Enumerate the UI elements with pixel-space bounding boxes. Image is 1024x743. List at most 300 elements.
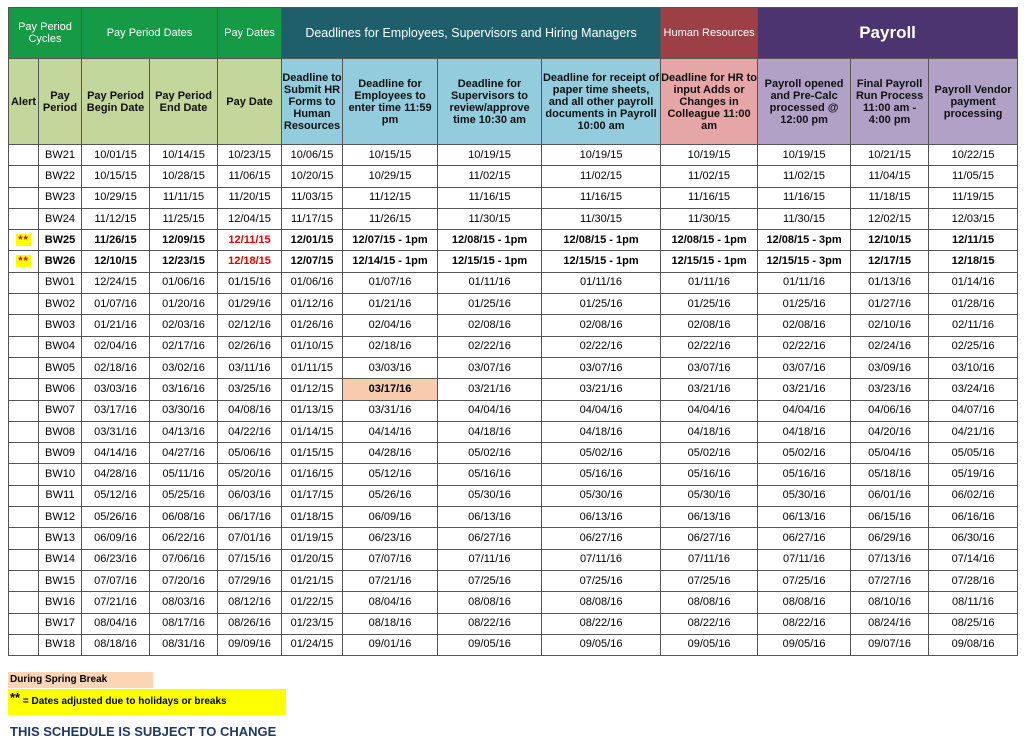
table-cell: 01/18/15 [282,507,343,528]
table-cell: 05/30/16 [758,485,851,506]
table-cell: 06/27/16 [661,528,758,549]
col-begin-date: Pay Period Begin Date [82,59,150,145]
table-cell: 11/18/15 [851,187,929,208]
table-cell: BW25 [39,230,82,251]
table-cell: 08/18/16 [82,634,150,655]
table-cell: 10/20/15 [282,166,343,187]
table-cell: 01/21/16 [343,294,438,315]
table-cell: 11/02/15 [758,166,851,187]
table-cell: 07/07/16 [82,570,150,591]
table-cell: 02/22/16 [542,336,661,357]
table-cell: 03/11/16 [218,357,282,378]
alert-cell [9,485,39,506]
table-cell: 10/14/15 [150,145,218,166]
table-row [9,549,1018,570]
table-cell: 11/16/15 [661,187,758,208]
table-cell: 01/11/16 [438,272,542,293]
table-cell: 08/03/16 [150,592,218,613]
alert-cell [9,592,39,613]
table-cell: 07/25/16 [758,570,851,591]
alert-cell [9,187,39,208]
table-cell: 09/09/16 [218,634,282,655]
table-row [9,145,1018,166]
table-cell: 05/26/16 [82,507,150,528]
table-cell: 01/10/15 [282,336,343,357]
table-cell: 05/02/16 [542,443,661,464]
table-cell: BW02 [39,294,82,315]
table-cell: 07/20/16 [150,570,218,591]
table-cell: 06/13/16 [438,507,542,528]
table-cell: 08/04/16 [343,592,438,613]
table-cell: BW23 [39,187,82,208]
table-cell: 12/10/15 [851,230,929,251]
table-cell: 03/31/16 [82,421,150,442]
table-cell: 12/02/15 [851,208,929,229]
table-cell: 05/12/16 [82,485,150,506]
table-cell: 02/22/16 [438,336,542,357]
table-cell: 01/06/16 [282,272,343,293]
table-cell: 11/30/15 [661,208,758,229]
table-cell: 03/25/16 [218,379,282,400]
table-cell: 07/15/16 [218,549,282,570]
table-cell: 08/26/16 [218,613,282,634]
table-cell: 12/07/15 [282,251,343,272]
table-cell: 05/02/16 [661,443,758,464]
table-cell: 04/18/16 [542,421,661,442]
table-cell: 03/24/16 [929,379,1018,400]
alert-cell [9,145,39,166]
col-paper-timesheets: Deadline for receipt of paper time sheets, and all other payroll documents in Payroll 10:00 am [542,59,661,145]
table-cell: 01/21/16 [82,315,150,336]
table-cell: 12/04/15 [218,208,282,229]
table-row [9,613,1018,634]
table-cell: 02/08/16 [438,315,542,336]
table-cell: 01/16/15 [282,464,343,485]
table-cell: 01/15/16 [218,272,282,293]
table-cell: 05/02/16 [758,443,851,464]
schedule-notice: THIS SCHEDULE IS SUBJECT TO CHANGE [10,724,277,739]
table-cell: 03/21/16 [758,379,851,400]
table-cell: 09/07/16 [851,634,929,655]
table-cell: 04/04/16 [542,400,661,421]
table-cell: 03/21/16 [661,379,758,400]
table-cell: 12/15/15 - 1pm [661,251,758,272]
table-cell: 03/03/16 [343,357,438,378]
header-cycles: Pay Period Cycles [9,8,82,59]
table-cell: 02/22/16 [758,336,851,357]
alert-cell [9,613,39,634]
legend-spring-break: During Spring Break [8,672,153,688]
table-cell: 06/23/16 [82,549,150,570]
table-cell: 11/06/15 [218,166,282,187]
table-cell: 05/30/16 [438,485,542,506]
table-cell: 09/01/16 [343,634,438,655]
table-cell: 02/10/16 [851,315,929,336]
table-cell: 07/21/16 [343,570,438,591]
table-row [9,166,1018,187]
table-row [9,592,1018,613]
table-cell: 01/12/15 [282,379,343,400]
table-cell: 12/08/15 - 1pm [661,230,758,251]
table-cell: 04/18/16 [758,421,851,442]
table-cell: 07/25/16 [438,570,542,591]
col-pay-date: Pay Date [218,59,282,145]
table-cell: 10/29/15 [82,187,150,208]
table-cell: 06/23/16 [343,528,438,549]
table-cell: BW07 [39,400,82,421]
legend-stars: ** [10,690,21,705]
col-hr-input: Deadline for HR to input Adds or Changes in Colleague 11:00 am [661,59,758,145]
table-cell: 07/21/16 [82,592,150,613]
table-cell: 09/05/16 [438,634,542,655]
table-cell: 12/17/15 [851,251,929,272]
table-cell: 08/22/16 [542,613,661,634]
alert-cell [9,379,39,400]
table-cell: 12/01/15 [282,230,343,251]
table-cell: 05/18/16 [851,464,929,485]
table-cell: BW06 [39,379,82,400]
table-cell: 12/15/15 - 3pm [758,251,851,272]
table-cell: BW11 [39,485,82,506]
table-cell: BW01 [39,272,82,293]
table-cell: 05/30/16 [661,485,758,506]
table-cell: BW15 [39,570,82,591]
table-cell: 06/22/16 [150,528,218,549]
table-cell: 11/16/15 [542,187,661,208]
table-cell: 10/23/15 [218,145,282,166]
table-cell: 06/03/16 [218,485,282,506]
table-cell: 12/07/15 - 1pm [343,230,438,251]
table-cell: 12/08/15 - 1pm [438,230,542,251]
table-cell: 01/07/16 [82,294,150,315]
table-cell: 01/25/16 [542,294,661,315]
table-cell: 07/11/16 [758,549,851,570]
table-cell: 08/17/16 [150,613,218,634]
table-cell: 01/26/16 [282,315,343,336]
table-cell: 01/25/16 [438,294,542,315]
table-cell: 03/31/16 [343,400,438,421]
table-cell: 01/13/16 [851,272,929,293]
table-row [9,570,1018,591]
table-cell: 11/04/15 [851,166,929,187]
table-cell: 07/11/16 [438,549,542,570]
table-cell: 08/18/16 [343,613,438,634]
table-cell: 07/11/16 [542,549,661,570]
table-cell: 01/12/16 [282,294,343,315]
table-cell: 01/25/16 [758,294,851,315]
table-cell: 05/05/16 [929,443,1018,464]
table-cell: 12/11/15 [929,230,1018,251]
table-cell: BW18 [39,634,82,655]
table-cell: 08/22/16 [438,613,542,634]
table-cell: 06/15/16 [851,507,929,528]
table-cell: 11/30/15 [438,208,542,229]
table-cell: 01/27/16 [851,294,929,315]
table-cell: 11/20/15 [218,187,282,208]
table-cell: 01/22/15 [282,592,343,613]
table-cell: 09/05/16 [542,634,661,655]
table-cell: 02/26/16 [218,336,282,357]
schedule-rows [9,145,1018,656]
table-cell: 08/04/16 [82,613,150,634]
table-cell: 05/12/16 [343,464,438,485]
alert-cell [9,357,39,378]
table-cell: 01/21/15 [282,570,343,591]
table-cell: 08/08/16 [661,592,758,613]
table-cell: 07/11/16 [661,549,758,570]
header-period-dates: Pay Period Dates [82,8,218,59]
table-cell: 11/16/15 [758,187,851,208]
table-cell: 02/24/16 [851,336,929,357]
table-cell: 09/05/16 [758,634,851,655]
table-cell: 02/04/16 [343,315,438,336]
table-cell: 09/05/16 [661,634,758,655]
table-cell: 12/18/15 [929,251,1018,272]
table-cell: 02/04/16 [82,336,150,357]
table-cell: 01/29/16 [218,294,282,315]
table-cell: 10/21/15 [851,145,929,166]
table-cell: 11/17/15 [282,208,343,229]
table-row [9,315,1018,336]
table-cell: 05/16/16 [438,464,542,485]
table-row [9,443,1018,464]
table-cell: 01/23/15 [282,613,343,634]
table-cell: 12/24/15 [82,272,150,293]
table-cell: 06/02/16 [929,485,1018,506]
table-cell: 08/08/16 [758,592,851,613]
table-cell: 10/28/15 [150,166,218,187]
table-cell: 03/17/16 [343,379,438,400]
alert-stars: ** [18,255,29,268]
table-cell: 02/08/16 [542,315,661,336]
table-cell: 04/04/16 [438,400,542,421]
table-cell: 07/13/16 [851,549,929,570]
table-cell: 10/19/15 [542,145,661,166]
table-cell: 08/11/16 [929,592,1018,613]
table-cell: 08/24/16 [851,613,929,634]
table-cell: 02/25/16 [929,336,1018,357]
table-cell: BW09 [39,443,82,464]
table-row [9,421,1018,442]
table-cell: BW14 [39,549,82,570]
alert-cell [9,294,39,315]
table-cell: 03/07/16 [758,357,851,378]
alert-cell [9,634,39,655]
table-cell: 02/03/16 [150,315,218,336]
table-cell: 12/03/15 [929,208,1018,229]
table-cell: 11/02/15 [661,166,758,187]
table-row [9,485,1018,506]
col-alert: Alert [9,59,39,145]
table-row [9,507,1018,528]
table-cell: 11/30/15 [758,208,851,229]
header-deadlines: Deadlines for Employees, Supervisors and Hiring Managers [282,8,661,59]
table-row [9,357,1018,378]
table-cell: 02/11/16 [929,315,1018,336]
table-cell: 12/18/15 [218,251,282,272]
table-cell: 07/14/16 [929,549,1018,570]
col-end-date: Pay Period End Date [150,59,218,145]
table-row [9,230,1018,251]
table-cell: 04/04/16 [758,400,851,421]
table-cell: 11/11/15 [150,187,218,208]
table-cell: 07/01/16 [218,528,282,549]
table-cell: 03/03/16 [82,379,150,400]
table-cell: 05/25/16 [150,485,218,506]
table-row [9,464,1018,485]
col-precalc: Payroll opened and Pre-Calc processed @ 12:00 pm [758,59,851,145]
table-cell: 12/08/15 - 1pm [542,230,661,251]
table-cell: 12/10/15 [82,251,150,272]
table-cell: 11/12/15 [82,208,150,229]
table-cell: 05/06/16 [218,443,282,464]
table-cell: 06/13/16 [542,507,661,528]
table-cell: 04/21/16 [929,421,1018,442]
table-cell: 08/08/16 [542,592,661,613]
table-cell: 03/21/16 [542,379,661,400]
header-pay-dates: Pay Dates [218,8,282,59]
header-payroll: Payroll [758,8,1018,59]
table-cell: 01/14/15 [282,421,343,442]
table-cell: 10/29/15 [343,166,438,187]
col-enter-time: Deadline for Employees to enter time 11:59 pm [343,59,438,145]
alert-cell [9,336,39,357]
col-final-run: Final Payroll Run Process 11:00 am - 4:00 pm [851,59,929,145]
table-cell: BW05 [39,357,82,378]
table-cell: 04/18/16 [661,421,758,442]
table-cell: 03/07/16 [438,357,542,378]
table-cell: 01/07/16 [343,272,438,293]
table-cell: 12/15/15 - 1pm [438,251,542,272]
table-cell: 07/29/16 [218,570,282,591]
table-cell: 06/16/16 [929,507,1018,528]
alert-cell [9,443,39,464]
table-row [9,187,1018,208]
table-cell: 12/15/15 - 1pm [542,251,661,272]
table-cell: BW16 [39,592,82,613]
table-cell: 10/19/15 [758,145,851,166]
table-row [9,251,1018,272]
table-cell: 01/11/15 [282,357,343,378]
table-row [9,208,1018,229]
table-cell: 08/22/16 [661,613,758,634]
table-row [9,336,1018,357]
table-cell: 03/21/16 [438,379,542,400]
alert-cell [9,464,39,485]
table-cell: 02/12/16 [218,315,282,336]
table-cell: 07/28/16 [929,570,1018,591]
table-cell: 06/09/16 [82,528,150,549]
table-cell: 03/10/16 [929,357,1018,378]
alert-cell [9,528,39,549]
table-cell: 06/13/16 [661,507,758,528]
table-row [9,400,1018,421]
table-cell: 03/16/16 [150,379,218,400]
table-cell: 05/16/16 [758,464,851,485]
table-cell: BW21 [39,145,82,166]
table-cell: BW22 [39,166,82,187]
table-cell: BW03 [39,315,82,336]
table-cell: 08/08/16 [438,592,542,613]
table-cell: 10/19/15 [438,145,542,166]
table-cell: 11/16/15 [438,187,542,208]
table-cell: 04/07/16 [929,400,1018,421]
table-cell: 10/19/15 [661,145,758,166]
table-cell: 12/09/15 [150,230,218,251]
table-cell: 08/25/16 [929,613,1018,634]
col-vendor-payment: Payroll Vendor payment processing [929,59,1018,145]
table-cell: 05/02/16 [438,443,542,464]
table-cell: 04/14/16 [82,443,150,464]
table-cell: 01/15/15 [282,443,343,464]
table-cell: 01/14/16 [929,272,1018,293]
table-cell: 11/05/15 [929,166,1018,187]
table-cell: 01/17/15 [282,485,343,506]
alert-cell [9,549,39,570]
table-cell: 03/23/16 [851,379,929,400]
table-cell: BW12 [39,507,82,528]
alert-cell [9,230,39,251]
table-cell: 11/30/15 [542,208,661,229]
table-cell: 10/15/15 [343,145,438,166]
table-cell: 01/13/15 [282,400,343,421]
table-cell: 05/16/16 [661,464,758,485]
table-cell: 12/14/15 - 1pm [343,251,438,272]
table-cell: 01/20/15 [282,549,343,570]
pay-schedule-table [8,7,1018,656]
table-cell: 11/12/15 [343,187,438,208]
table-cell: BW24 [39,208,82,229]
table-cell: 05/11/16 [150,464,218,485]
table-cell: 07/25/16 [542,570,661,591]
table-cell: 10/15/15 [82,166,150,187]
table-cell: 01/11/16 [661,272,758,293]
table-cell: 07/27/16 [851,570,929,591]
table-cell: 01/25/16 [661,294,758,315]
legend-holiday [8,689,286,715]
table-cell: 11/02/15 [542,166,661,187]
table-cell: 04/13/16 [150,421,218,442]
table-cell: 11/19/15 [929,187,1018,208]
table-row [9,379,1018,400]
col-hr-forms: Deadline to Submit HR Forms to Human Resources [282,59,343,145]
table-cell: 04/27/16 [150,443,218,464]
table-cell: 10/01/15 [82,145,150,166]
table-cell: 04/28/16 [343,443,438,464]
table-cell: 05/16/16 [542,464,661,485]
table-cell: 04/22/16 [218,421,282,442]
table-row [9,528,1018,549]
table-cell: 05/26/16 [343,485,438,506]
table-cell: 01/20/16 [150,294,218,315]
alert-cell [9,208,39,229]
table-cell: 03/17/16 [82,400,150,421]
alert-cell [9,251,39,272]
table-cell: 04/04/16 [661,400,758,421]
table-cell: 08/12/16 [218,592,282,613]
table-cell: 02/17/16 [150,336,218,357]
table-cell: 09/08/16 [929,634,1018,655]
table-cell: 06/27/16 [438,528,542,549]
legend-holiday-text: = Dates adjusted due to holidays or breaks [22,696,227,707]
table-cell: 10/06/15 [282,145,343,166]
table-cell: 07/07/16 [343,549,438,570]
alert-cell [9,421,39,442]
table-cell: 06/13/16 [758,507,851,528]
alert-cell [9,507,39,528]
table-cell: 11/25/15 [150,208,218,229]
table-cell: 01/19/15 [282,528,343,549]
